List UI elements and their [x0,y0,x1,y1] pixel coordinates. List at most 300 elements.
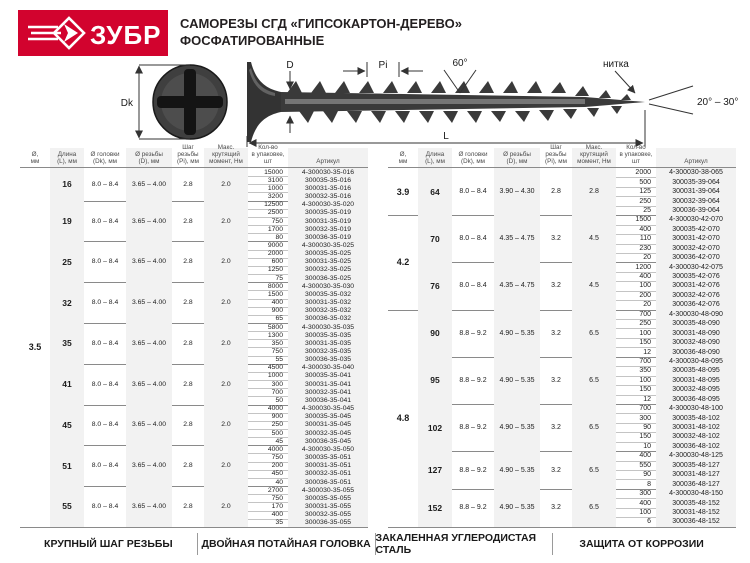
article-number: 300035-35-055 [288,494,368,502]
diameter-group [388,310,736,527]
head-diameter-value: 8.8 – 9.2 [459,504,487,512]
pack-row [248,502,368,510]
pack-quantity: 400 [271,299,283,307]
article-number: 300035-48-102 [656,413,736,422]
pack-quantity: 200 [271,462,283,470]
article-number: 4-300030-48-125 [656,451,736,460]
pack-quantity: 700 [639,405,651,413]
article-number: 300035-35-045 [288,413,368,421]
article-number: 300036-35-025 [288,274,368,282]
article-number: 300031-48-095 [656,376,736,385]
pack-row [616,262,736,271]
article-number: 4-300030-48-095 [656,357,736,366]
thread-pitch-value: 3.2 [551,235,561,243]
pack-row [248,519,368,527]
title-line-2: ФОСФАТИРОВАННЫЕ [180,33,325,48]
article-number: 300032-48-090 [656,338,736,347]
pack-row [248,396,368,404]
article-number: 4-300030-35-020 [288,201,368,209]
max-torque-value: 4.5 [572,215,616,262]
pack-row [248,511,368,519]
length-row [418,404,736,451]
pack-quantity: 12 [643,348,651,356]
pack-quantity: 10 [643,442,651,450]
thread-pitch-value: 2.8 [183,502,193,510]
pack-quantity: 75 [275,274,283,282]
thread-pitch-value: 2.8 [183,180,193,188]
feature-strip [20,533,730,555]
article-number: 300032-39-064 [656,196,736,205]
length-row [50,405,368,446]
pack-quantity: 400 [639,225,651,233]
article-number: 4-300030-35-040 [288,364,368,372]
screw-diagram [105,56,745,148]
article-number: 300035-39-064 [656,177,736,186]
head-diameter-value: 8.8 – 9.2 [459,424,487,432]
pack-row [616,272,736,281]
pack-row [248,429,368,437]
pack-row [616,385,736,394]
thread-diameter-value: 4.35 – 4.75 [494,215,540,262]
feature-steel: ЗАКАЛЕННАЯ УГЛЕРОДИСТАЯ СТАЛЬ [375,533,553,555]
diameter-group [388,168,736,215]
article-number: 300031-35-041 [288,380,368,388]
pack-quantity: 1250 [267,266,283,274]
length-label: L [443,131,449,142]
pack-row [616,281,736,290]
length-row [418,357,736,404]
length-value: 127 [418,451,452,489]
column-header: Длина (L), мм [418,148,452,167]
thread-diameter-value: 4.90 – 5.35 [494,489,540,527]
article-number: 300031-48-102 [656,423,736,432]
pack-row [248,184,368,192]
max-torque-value: 6.5 [572,310,616,357]
pack-quantity: 1000 [267,372,283,380]
article-number: 4-300030-38-065 [656,168,736,177]
head-diameter-value: 8.0 – 8.4 [91,421,119,429]
pack-row [248,192,368,200]
max-torque-value: 2.0 [204,323,248,364]
pack-row [616,432,736,441]
pack-quantity: 200 [639,291,651,299]
pack-quantity: 750 [271,348,283,356]
length-row [50,364,368,405]
pack-row [616,461,736,470]
column-header: Ø головки (Dk), мм [90,150,120,165]
article-number: 300036-48-152 [656,517,736,526]
pack-quantity: 15000 [264,168,283,176]
pack-quantity: 400 [639,452,651,460]
pack-row [248,290,368,298]
pack-quantity: 8000 [267,282,283,290]
pack-quantity: 700 [639,357,651,365]
thread-diameter-value: 3.65 – 4.00 [126,201,172,242]
article-number: 300032-35-055 [288,511,368,519]
article-number: 4-300030-35-030 [288,282,368,290]
pack-quantity: 1700 [267,225,283,233]
length-value: 51 [50,445,84,486]
thread-callout [603,59,635,93]
article-number: 4-300030-48-100 [656,404,736,413]
feature-head: ДВОЙНАЯ ПОТАЙНАЯ ГОЛОВКА [197,533,375,555]
thread-pitch-value: 3.2 [551,329,561,337]
pack-row [616,177,736,186]
length-row [50,486,368,527]
head-diameter-value: 8.0 – 8.4 [459,235,487,243]
column-header: Кол-во в упаковке, шт [619,143,653,165]
pack-row [248,486,368,494]
article-number: 300031-35-019 [288,217,368,225]
head-diameter-value: 8.0 – 8.4 [459,188,487,196]
pack-quantity: 100 [639,329,651,337]
pack-quantity: 350 [271,339,283,347]
length-value: 95 [418,357,452,404]
length-row [418,215,736,262]
pack-quantity: 35 [275,519,283,527]
pi-label: Pi [378,60,388,71]
length-value: 45 [50,405,84,446]
length-row [418,168,736,215]
pack-row [616,187,736,196]
max-torque-value: 2.0 [204,445,248,486]
article-number: 300032-35-016 [288,192,368,200]
max-torque-value: 6.5 [572,489,616,527]
head-diameter-value: 8.8 – 9.2 [459,376,487,384]
pack-quantity: 250 [639,320,651,328]
pack-quantity: 4500 [267,364,283,372]
article-number: 300032-35-035 [288,347,368,355]
article-number: 4-300030-35-016 [288,168,368,176]
length-value: 16 [50,168,84,201]
article-number: 300036-35-055 [288,519,368,527]
length-row [418,262,736,309]
pack-quantity: 170 [271,502,283,510]
thread-diameter-value: 3.90 – 4.30 [494,168,540,215]
pack-quantity: 3100 [267,176,283,184]
length-value: 90 [418,310,452,357]
pack-quantity: 150 [639,339,651,347]
pack-quantity: 55 [275,356,283,364]
column-header: Ø, мм [398,150,408,165]
pack-row [248,372,368,380]
max-torque-value: 2.0 [204,486,248,527]
pack-quantity: 300 [639,414,651,422]
pack-row [248,478,368,486]
pack-row [616,168,736,177]
pack-row [248,388,368,396]
pack-row [616,366,736,375]
spec-table-3-5 [20,143,368,528]
article-number: 300035-48-152 [656,498,736,507]
article-number: 300032-35-025 [288,266,368,274]
pack-row [616,319,736,328]
zubr-logo [18,10,168,56]
pack-row [248,299,368,307]
screw-head-top-view [153,65,227,139]
thread-diameter-value: 3.65 – 4.00 [126,445,172,486]
article-number: 300035-35-032 [288,290,368,298]
thread-pitch-value: 2.8 [183,421,193,429]
pack-row [616,215,736,224]
thread-pitch-value: 2.8 [183,299,193,307]
pack-quantity: 100 [639,508,651,516]
spec-table [388,143,736,528]
length-value: 76 [418,262,452,309]
pack-quantity: 900 [271,413,283,421]
pack-quantity: 25 [643,206,651,214]
pack-row [248,209,368,217]
pack-row [248,233,368,241]
thread-pitch-value: 2.8 [183,217,193,225]
article-number: 300032-35-032 [288,307,368,315]
pack-row [616,508,736,517]
column-header: Шаг резьбы (Pi), мм [177,143,199,165]
pack-quantity: 40 [275,478,283,486]
pack-row [248,250,368,258]
article-number: 300036-35-045 [288,437,368,445]
length-value: 70 [418,215,452,262]
pack-quantity: 4000 [267,405,283,413]
article-number: 300031-48-152 [656,508,736,517]
pack-quantity: 4000 [267,445,283,453]
article-number: 300031-35-051 [288,462,368,470]
pack-row [248,201,368,209]
pack-quantity: 8 [647,480,651,488]
length-row [50,241,368,282]
article-number: 300031-48-090 [656,328,736,337]
pack-row [616,338,736,347]
pack-row [616,423,736,432]
article-number: 4-300030-42-075 [656,262,736,271]
article-number: 4-300030-42-070 [656,215,736,224]
thread-pitch-value: 2.8 [183,339,193,347]
article-number: 300032-35-041 [288,388,368,396]
pack-quantity: 6 [647,518,651,526]
pack-row [248,282,368,290]
pack-quantity: 5800 [267,323,283,331]
pack-row [616,404,736,413]
article-number: 4-300030-35-025 [288,241,368,249]
pack-row [248,217,368,225]
pack-row [616,244,736,253]
pi-dimension [343,60,423,77]
article-number: 300035-48-095 [656,366,736,375]
pack-quantity: 100 [639,282,651,290]
pack-quantity: 12 [643,395,651,403]
brand-name: ЗУБР [90,20,162,50]
pack-quantity: 750 [271,217,283,225]
pack-quantity: 1000 [267,184,283,192]
pack-row [248,380,368,388]
column-header: Ø резьбы (D), мм [126,148,172,167]
pack-row [248,421,368,429]
pack-row [248,225,368,233]
article-number: 300035-35-016 [288,176,368,184]
thread-diameter-value: 3.65 – 4.00 [126,168,172,201]
column-header: Макс. крутящий момент, Нм [204,148,248,167]
feature-thread-pitch: КРУПНЫЙ ШАГ РЕЗЬБЫ [44,538,173,550]
article-number: 300036-35-051 [288,478,368,486]
head-diameter-value: 8.0 – 8.4 [91,180,119,188]
pack-quantity: 450 [271,470,283,478]
pack-row [248,445,368,453]
head-diameter-value: 8.0 – 8.4 [91,339,119,347]
pack-quantity: 2700 [267,486,283,494]
column-header: Макс. крутящий момент, Нм [572,148,616,167]
article-number: 300031-35-045 [288,421,368,429]
article-number: 300035-35-019 [288,209,368,217]
thread-diameter-value: 4.90 – 5.35 [494,404,540,451]
pack-row [248,307,368,315]
pack-quantity: 110 [639,235,651,243]
max-torque-value: 2.0 [204,364,248,405]
pack-row [248,258,368,266]
article-number: 300032-48-095 [656,385,736,394]
article-number: 300035-35-041 [288,372,368,380]
pack-row [248,331,368,339]
diameter-group [388,215,736,309]
thread-diameter-value: 3.65 – 4.00 [126,405,172,446]
pack-row [616,395,736,404]
pack-row [248,323,368,331]
article-number: 300032-48-102 [656,432,736,441]
thread-diameter-value: 4.90 – 5.35 [494,310,540,357]
column-header: Ø, мм [30,150,40,165]
pack-quantity: 20 [643,254,651,262]
length-row [50,445,368,486]
table-header-row [20,143,368,168]
length-row [50,282,368,323]
pack-row [616,470,736,479]
article-number: 300032-35-051 [288,470,368,478]
pack-quantity: 750 [271,494,283,502]
article-number: 300032-42-070 [656,244,736,253]
pack-quantity: 1200 [635,263,651,271]
pack-quantity: 250 [639,197,651,205]
article-number: 300032-35-045 [288,429,368,437]
pack-row [248,437,368,445]
pack-row [616,376,736,385]
length-row [50,168,368,201]
thread-diameter-value: 3.65 – 4.00 [126,282,172,323]
title-line-1: САМОРЕЗЫ СГД «ГИПСОКАРТОН-ДЕРЕВО» [180,16,462,31]
pack-row [616,479,736,488]
pack-quantity: 550 [639,461,651,469]
pack-quantity: 1500 [267,290,283,298]
pack-quantity: 100 [639,376,651,384]
column-header: Артикул [288,148,368,167]
pack-quantity: 50 [275,396,283,404]
screw-side-view [247,62,645,142]
article-number: 300031-35-055 [288,502,368,510]
article-number: 300031-35-032 [288,299,368,307]
tip-angle-dimension [649,86,738,114]
length-row [50,201,368,242]
article-number: 4-300030-35-050 [288,445,368,453]
pack-quantity: 500 [639,178,651,186]
article-number: 300031-48-127 [656,470,736,479]
spec-table [20,143,368,528]
max-torque-value: 4.5 [572,262,616,309]
thread-pitch-value: 3.2 [551,376,561,384]
column-header: Шаг резьбы (Pi), мм [545,143,567,165]
pack-row [248,356,368,364]
length-value: 152 [418,489,452,527]
pack-quantity: 3200 [267,193,283,201]
pack-quantity: 150 [639,386,651,394]
article-number: 4-300030-48-090 [656,310,736,319]
diameter-value: 3.9 [396,186,410,197]
pack-quantity: 400 [639,499,651,507]
column-header: Артикул [656,148,736,167]
pack-row [248,315,368,323]
pack-quantity: 9000 [267,241,283,249]
article-number: 300036-35-041 [288,396,368,404]
pack-quantity: 12500 [264,201,283,209]
max-torque-value: 6.5 [572,451,616,489]
pack-quantity: 400 [271,511,283,519]
article-number: 300036-48-127 [656,479,736,488]
pack-quantity: 125 [639,188,651,196]
pack-quantity: 700 [271,388,283,396]
pack-row [248,470,368,478]
max-torque-value: 2.0 [204,405,248,446]
length-value: 19 [50,201,84,242]
max-torque-value: 2.0 [204,168,248,201]
pack-row [248,413,368,421]
pack-row [616,517,736,526]
spec-table-3-9-4-8 [388,143,736,528]
length-row [418,489,736,527]
pack-quantity: 2500 [267,209,283,217]
length-row [418,451,736,489]
pack-row [616,225,736,234]
length-value: 64 [418,168,452,215]
pack-row [616,253,736,262]
pack-row [248,405,368,413]
pack-quantity: 80 [275,233,283,241]
article-number: 4-300030-35-035 [288,323,368,331]
pack-row [248,176,368,184]
article-number: 300036-35-032 [288,315,368,323]
thread-angle-label: 60° [452,58,468,69]
page-title [180,15,462,49]
thread-diameter-value: 3.65 – 4.00 [126,241,172,282]
pack-quantity: 230 [639,244,651,252]
pack-quantity: 700 [639,310,651,318]
article-number: 300031-39-064 [656,187,736,196]
pack-row [616,442,736,451]
thread-pitch-value: 3.2 [551,466,561,474]
head-diameter-value: 8.0 – 8.4 [91,217,119,225]
thread-label: нитка [603,59,629,70]
thread-pitch-value: 3.2 [551,282,561,290]
article-number: 300036-42-076 [656,300,736,309]
length-value: 41 [50,364,84,405]
pack-row [616,196,736,205]
head-diameter-value: 8.0 – 8.4 [91,258,119,266]
pack-row [616,498,736,507]
pack-row [616,310,736,319]
thread-pitch-value: 3.2 [551,424,561,432]
column-header: Ø головки (Dk), мм [458,150,488,165]
head-diameter-value: 8.0 – 8.4 [459,282,487,290]
article-number: 300036-35-019 [288,233,368,241]
thread-diameter-value: 3.65 – 4.00 [126,486,172,527]
pack-quantity: 300 [271,380,283,388]
pack-row [616,291,736,300]
